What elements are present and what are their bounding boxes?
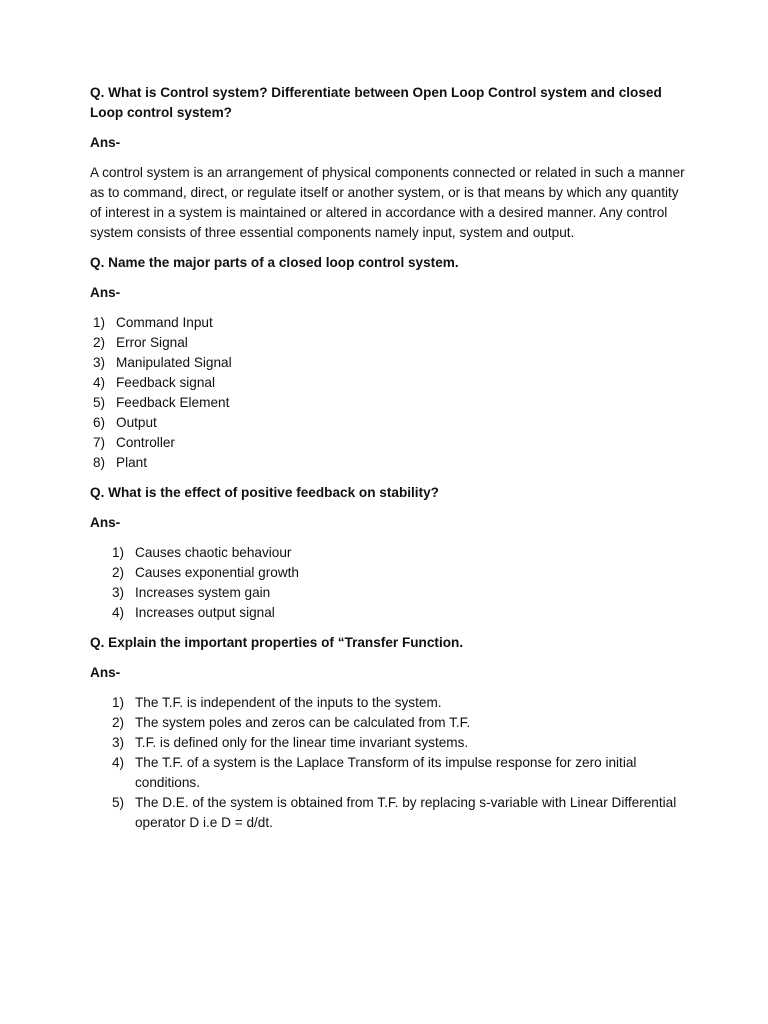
- list-item-text: T.F. is defined only for the linear time invariant systems.: [135, 735, 469, 750]
- list-item-number: 2): [93, 335, 106, 350]
- list-item: [90, 543, 690, 563]
- list-item-number: 4): [112, 605, 125, 620]
- list-item-number: 1): [112, 695, 125, 710]
- list-item-number: 5): [93, 395, 106, 410]
- answer-paragraph: A control system is an arrangement of physical components connected or related in such a manner as to command, direct, or regulate itself or another system, or is that means by which any quantity of interest in a system is maintained or altered in accordance with a desired manner. Any control system consists of three essential components namely input, system and output.: [90, 165, 685, 240]
- list-item: [90, 433, 690, 453]
- list-item-number: 2): [112, 715, 125, 730]
- list-item-text: The D.E. of the system is obtained from T.F. by replacing s-variable with Linear Differential operator D i.e D = d/dt.: [135, 795, 677, 830]
- question-heading: Q. Name the major parts of a closed loop control system.: [90, 255, 459, 270]
- question-heading: Q. What is Control system? Differentiate between Open Loop Control system and closed Loop control system?: [90, 85, 662, 120]
- list-item-number: 3): [112, 585, 125, 600]
- list-item-number: 7): [93, 435, 106, 450]
- list-item: [90, 693, 690, 713]
- list-item: [90, 393, 690, 413]
- list-item-text: Controller: [116, 435, 175, 450]
- list-item-text: Increases output signal: [135, 605, 275, 620]
- list-item: [90, 453, 690, 473]
- list-item: [90, 373, 690, 393]
- list-item-text: Output: [116, 415, 157, 430]
- list-item-text: The T.F. is independent of the inputs to the system.: [135, 695, 442, 710]
- list-item-number: 2): [112, 565, 125, 580]
- list-item: [90, 313, 690, 333]
- list-item-text: Increases system gain: [135, 585, 271, 600]
- answer-label: Ans-: [90, 515, 121, 530]
- list-item-text: Causes chaotic behaviour: [135, 545, 292, 560]
- list-item-number: 1): [93, 315, 106, 330]
- list-item-text: Feedback signal: [116, 375, 215, 390]
- list-item-text: Plant: [116, 455, 147, 470]
- list-item-number: 3): [112, 735, 125, 750]
- list-item: [90, 733, 690, 753]
- list-item-text: Manipulated Signal: [116, 355, 232, 370]
- list-item: [90, 713, 690, 733]
- list-item: [90, 353, 690, 373]
- answer-list: [90, 693, 690, 833]
- answer-label: Ans-: [90, 665, 121, 680]
- list-item-number: 5): [112, 795, 125, 810]
- list-item: [90, 583, 690, 603]
- list-item-number: 6): [93, 415, 106, 430]
- list-item-number: 3): [93, 355, 106, 370]
- list-item-number: 4): [93, 375, 106, 390]
- list-item-number: 4): [112, 755, 125, 770]
- list-item-text: Error Signal: [116, 335, 188, 350]
- list-item: [90, 333, 690, 353]
- list-item: [90, 563, 690, 583]
- list-item-text: Feedback Element: [116, 395, 230, 410]
- question-heading: Q. What is the effect of positive feedback on stability?: [90, 485, 439, 500]
- list-item: [90, 793, 690, 833]
- list-item-text: Causes exponential growth: [135, 565, 299, 580]
- document-body: [90, 83, 690, 843]
- list-item: [90, 413, 690, 433]
- answer-label: Ans-: [90, 285, 121, 300]
- list-item: [90, 753, 690, 793]
- list-item: [90, 603, 690, 623]
- list-item-text: The system poles and zeros can be calculated from T.F.: [135, 715, 471, 730]
- answer-list: [90, 313, 690, 473]
- list-item-number: 1): [112, 545, 125, 560]
- list-item-text: Command Input: [116, 315, 213, 330]
- list-item-text: The T.F. of a system is the Laplace Transform of its impulse response for zero initial conditions.: [135, 755, 637, 790]
- answer-list: [90, 543, 690, 623]
- list-item-number: 8): [93, 455, 106, 470]
- answer-label: Ans-: [90, 135, 121, 150]
- question-heading: Q. Explain the important properties of “Transfer Function.: [90, 635, 464, 650]
